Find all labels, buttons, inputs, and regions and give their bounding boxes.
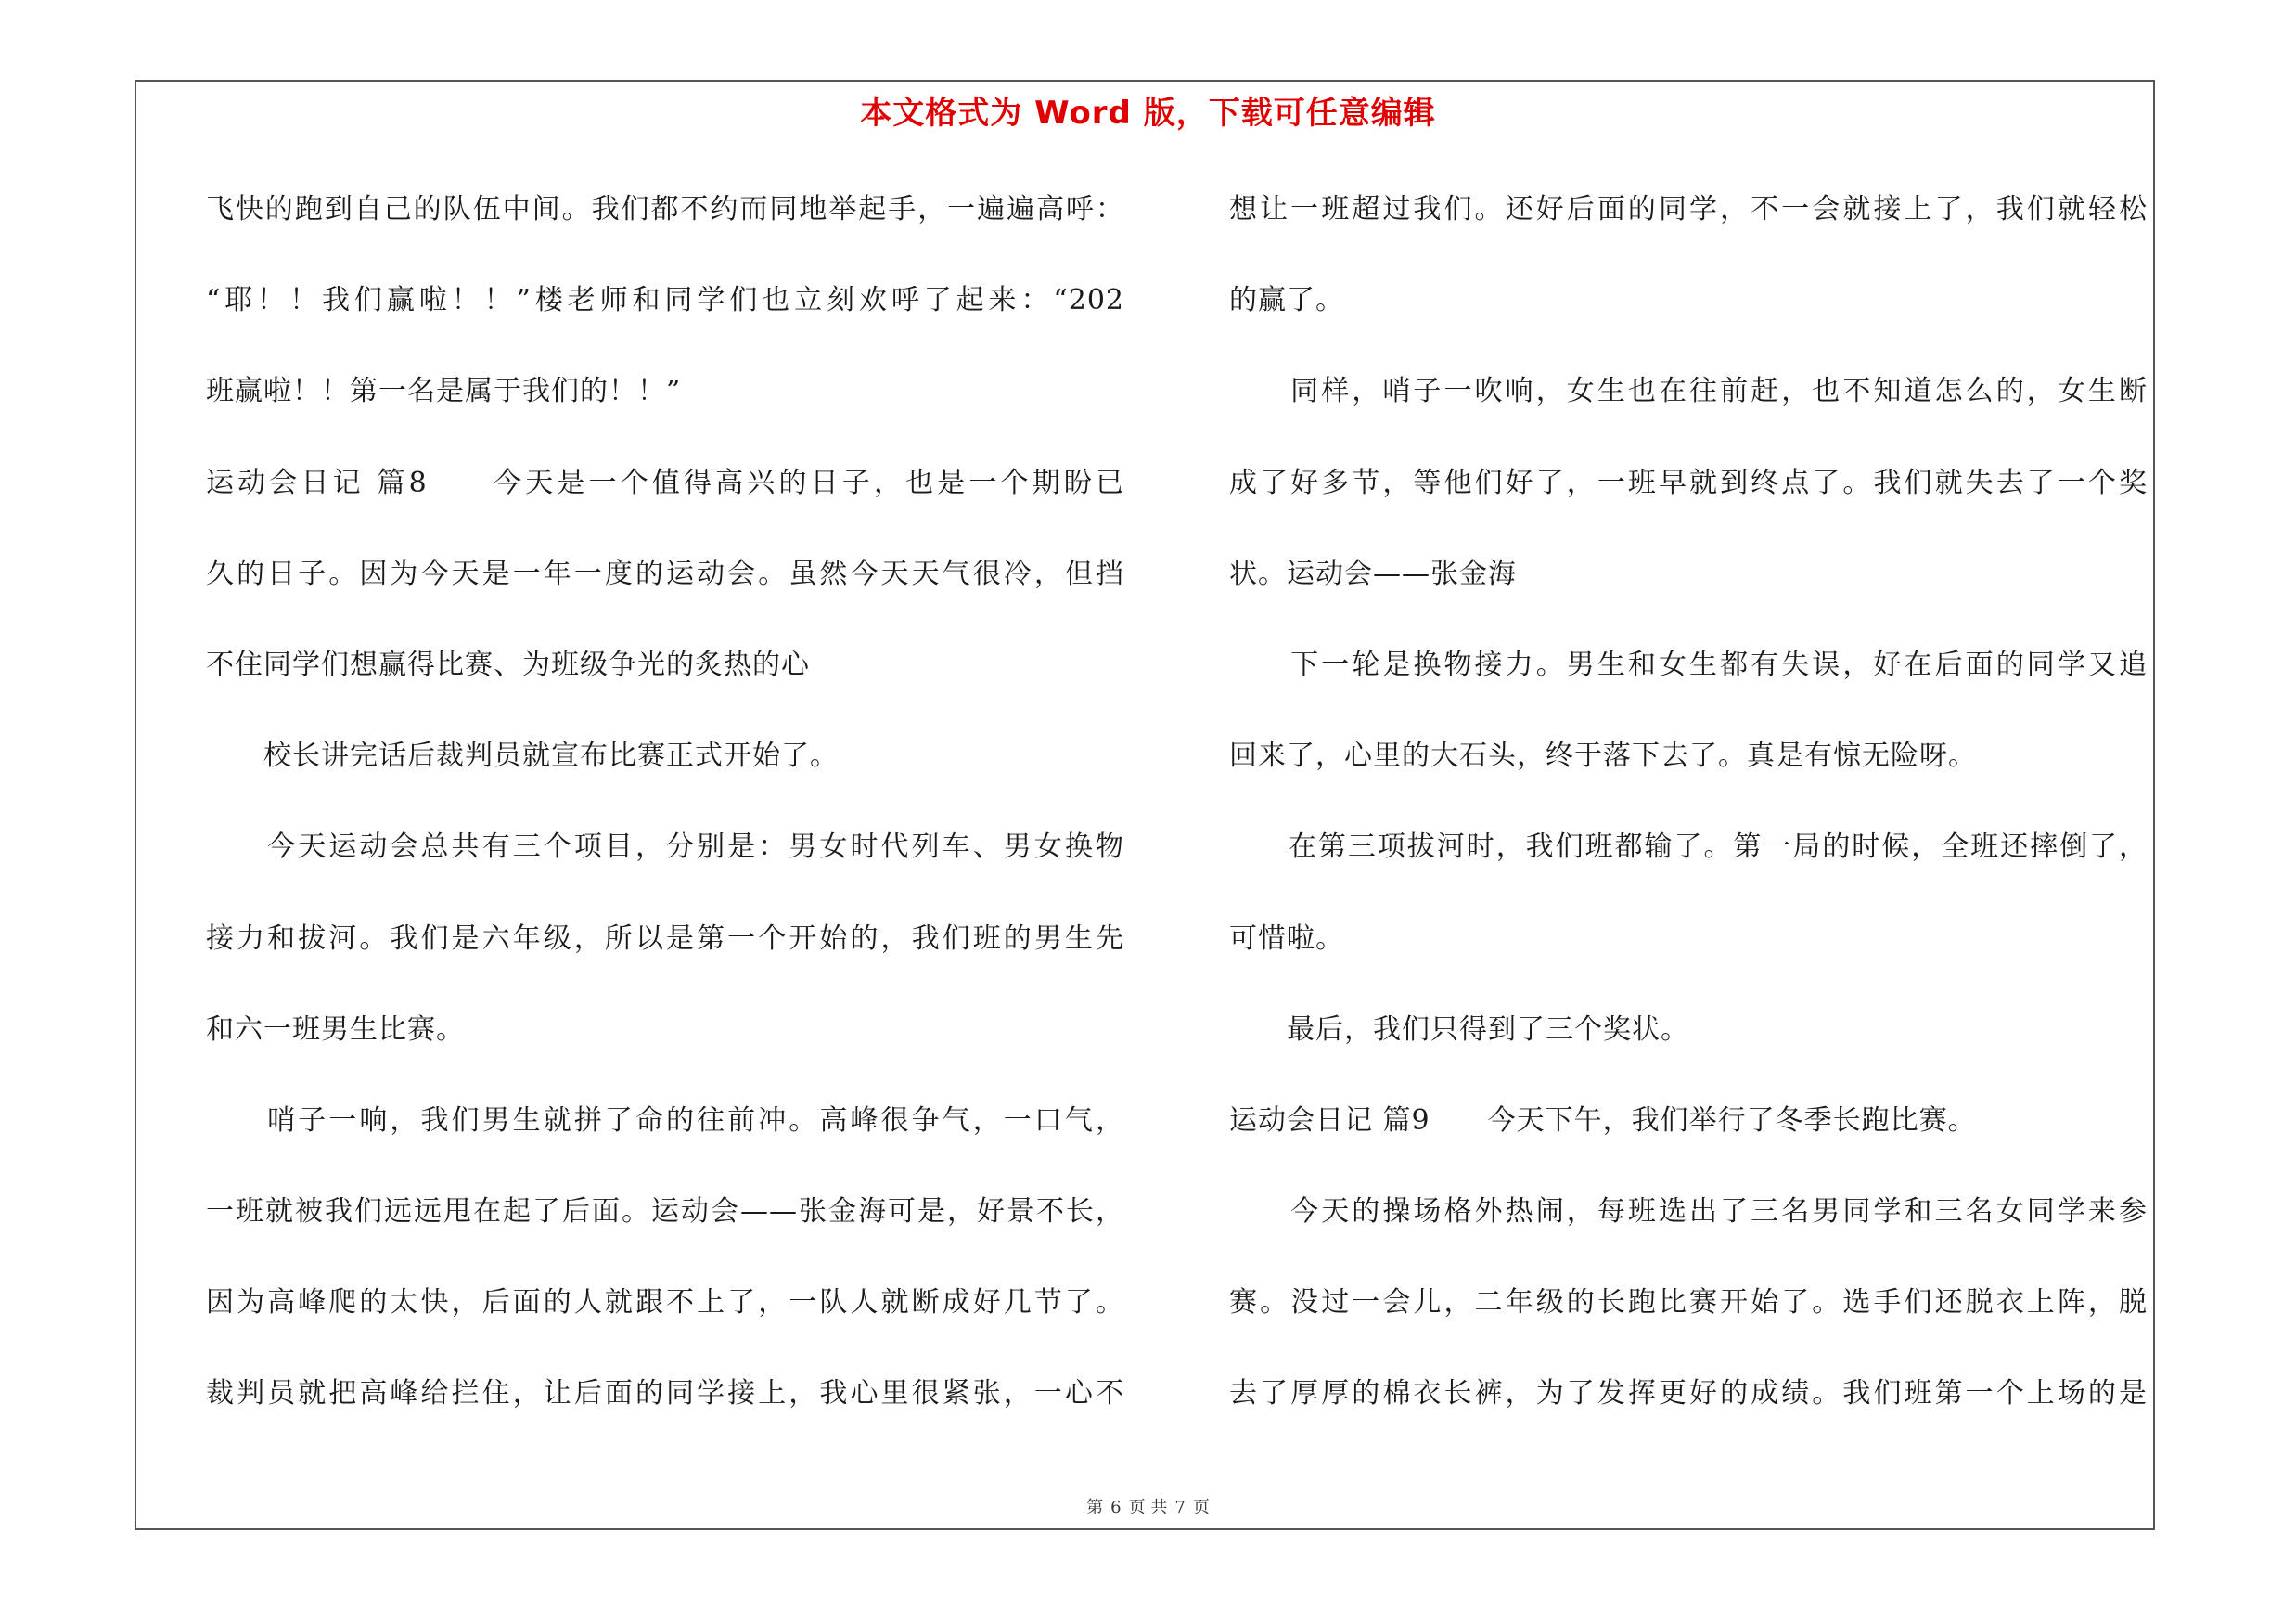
text-line: 下一轮是换物接力。男生和女生都有失误，好在后面的同学又追: [1229, 648, 2148, 681]
text-line: 和六一班男生比赛。: [206, 1012, 465, 1046]
footer-mid: 页 共: [1128, 1498, 1168, 1517]
text-line: 状。运动会——张金海: [1229, 557, 1517, 590]
text-line: 成了好多节，等他们好了，一班早就到终点了。我们就失去了一个奖: [1229, 466, 2148, 499]
text-line: 最后，我们只得到了三个奖状。: [1229, 1012, 1689, 1046]
footer-prefix: 第: [1086, 1498, 1104, 1517]
text-line: 班赢啦！！第一名是属于我们的！！”: [206, 375, 682, 408]
text-line: 赛。没过一会儿，二年级的长跑比赛开始了。选手们还脱衣上阵，脱: [1229, 1286, 2148, 1320]
text-line: 今天运动会总共有三个项目，分别是：男女时代列车、男女换物: [206, 831, 1124, 864]
text-line: 接力和拔河。我们是六年级，所以是第一个开始的，我们班的男生先: [206, 921, 1124, 955]
page-header-title: 本文格式为 Word 版，下载可任意编辑: [860, 95, 1436, 132]
text-line: 运动会日记 篇8 今天是一个值得高兴的日子，也是一个期盼已: [206, 466, 1124, 499]
text-line: 的赢了。: [1229, 284, 1344, 317]
footer-suffix: 页: [1192, 1498, 1210, 1517]
right-text-column: [1229, 182, 2148, 1458]
text-line: 不住同学们想赢得比赛、为班级争光的炙热的心: [206, 648, 810, 681]
left-text-column: [206, 182, 1124, 1458]
text-line: 飞快的跑到自己的队伍中间。我们都不约而同地举起手，一遍遍高呼：: [206, 193, 1124, 225]
text-line: 去了厚厚的棉衣长裤，为了发挥更好的成绩。我们班第一个上场的是: [1229, 1377, 2148, 1410]
text-line: 想让一班超过我们。还好后面的同学，不一会就接上了，我们就轻松: [1229, 193, 2148, 225]
text-line: 久的日子。因为今天是一年一度的运动会。虽然今天天气很冷，但挡: [206, 557, 1124, 590]
text-line: 一班就被我们远远甩在起了后面。运动会——张金海可是，好景不长，: [206, 1195, 1124, 1229]
text-line: 回来了，心里的大石头，终于落下去了。真是有惊无险呀。: [1229, 740, 1977, 773]
text-line: 因为高峰爬的太快，后面的人就跟不上了，一队人就断成好几节了。: [206, 1286, 1124, 1320]
text-line: 运动会日记 篇9 今天下午，我们举行了冬季长跑比赛。: [1229, 1103, 1977, 1137]
text-line: 裁判员就把高峰给拦住，让后面的同学接上，我心里很紧张，一心不: [206, 1377, 1124, 1410]
text-line: 哨子一响，我们男生就拼了命的往前冲。高峰很争气，一口气，: [206, 1103, 1124, 1137]
footer-total-pages: 7: [1174, 1498, 1186, 1517]
text-line: “耶！！我们赢啦！！”楼老师和同学们也立刻欢呼了起来：“202: [206, 284, 1124, 317]
text-line: 校长讲完话后裁判员就宣布比赛正式开始了。: [206, 740, 839, 773]
footer-page-number: 6: [1110, 1498, 1122, 1517]
text-line: 今天的操场格外热闹，每班选出了三名男同学和三名女同学来参: [1229, 1195, 2148, 1229]
page-footer: [0, 1494, 2296, 1518]
text-line: 同样，哨子一吹响，女生也在往前赶，也不知道怎么的，女生断: [1229, 375, 2148, 408]
text-line: 在第三项拔河时，我们班都输了。第一局的时候，全班还摔倒了，: [1229, 831, 2148, 864]
text-line: 可惜啦。: [1229, 921, 1344, 955]
